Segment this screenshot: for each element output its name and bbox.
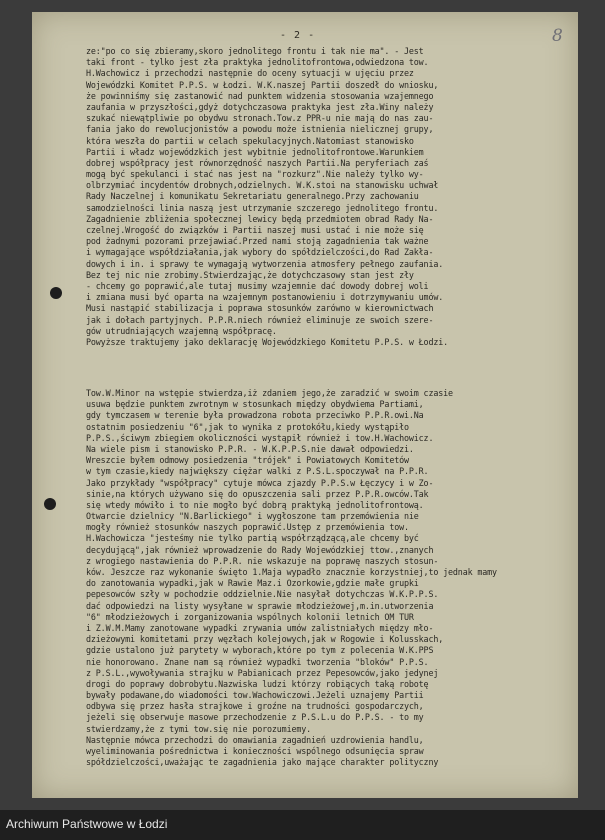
page-number: - 2 - [280,30,316,41]
text-line: czelnej.Wrogość do związków i Partii naszej musi ustać i nie może się [86,225,424,235]
text-line: ostatnim posiedzeniu "6",jak to wynika z protokółu,kiedy wystąpiło [86,421,409,432]
text-line: drogi do poprawy dobrobytu.Nazwiska ludzi którzy robiących taką robotę [86,678,429,689]
text-line: odbywa się przez hasła strajkowe i groźne na trudności gospodarczych, [86,701,424,712]
text-line: bywały podawane,do wiadomości tow.Wachowiczowi.Jeżeli uznajemy Partii [86,690,424,701]
punch-hole-bottom [44,498,56,510]
text-line: Następnie mówca przechodzi do omawiania zagadnień uzdrowienia handlu, [86,734,424,745]
text-line: ze:"po co się zbieramy,skoro jednolitego frontu i tak nie ma". - Jest [86,46,424,56]
document-page [32,12,578,798]
text-line: pod żadnymi pozorami przejawiać.Przed nami stoją zagadnienia tak ważne [86,236,429,247]
text-line: H.Wachowicz i przechodzi następnie do oceny sytuacji w ujęciu przez [86,68,414,79]
text-line: Jako przykłady "współpracy" cytuje mówca zjazdy P.P.S.w Łęczycy i w Zo- [86,477,434,488]
text-line: Na wiele pism i stanowisko P.P.R. - W.K.P.P.S.nie dawał odpowiedzi. [86,443,414,454]
text-line: mogły również stosunków naszych poprawić.Ustęp z przemówienia tow. [86,522,409,533]
paragraph-minor-statement [86,388,576,768]
archive-footer [0,810,605,840]
text-line: gów utrudniających wzajemną współpracę. [86,325,277,336]
text-line: i zmiana musi być oparta na wzajemnym postanowieniu i dotrzymywaniu umów. [86,292,444,303]
text-line: dzieżowymi komitetami przy węzłach kolejowych,jak w Rogowie i Kolusskach, [86,634,444,645]
text-line: dowych i in. i sprawy te wymagają wytworzenia atmosfery pełnego zaufania. [86,258,444,269]
text-line: nie honorowano. Znane nam są również wypadki tworzenia "bloków" P.P.S. [86,656,429,667]
text-line: fania jako do rewolucjonistów a powodu może istnienia nielicznej grupy, [86,124,434,135]
text-line: szukać niewątpliwie po obydwu stronach.Tow.z PPR-u nie mają do nas zau- [86,113,434,124]
text-line: do zanotowania wypadki,jak w Rawie Maz.i Ozorkowie,gdzie małe grupki [86,578,419,589]
text-line: taki front - tylko jest zła praktyka jednolitofrontowa,odwiedzona tow. [86,57,429,68]
text-line: decydującą",jak również wprowadzenie do Rady Wojewódzkiej ttow.,znanych [86,544,434,555]
text-line: i wymagające współdziałania,jak wybory do spółdzielczości,do Rad Zakła- [86,247,434,258]
text-line: sinie,na których używano się do opuszczenia sali przez P.P.R.owców.Tak [86,488,429,499]
text-line: Powyższe traktujemy jako deklarację Wojewódzkiego Komitetu P.P.S. w Łodzi. [86,336,449,347]
text-line: jeżeli się obserwuje masowe przechodzenie z P.S.L.u do P.P.S. - to my [86,712,424,723]
text-line: Musi nastąpić stabilizacja i poprawa stosunków zarówno w kierownictwach [86,303,434,314]
text-line: Wojewódzki Komitet P.P.S. w Łodzi. W.K.naszej Partii doszedł do wniosku, [86,79,439,90]
text-line: dać odpowiedzi na listy wysyłane w sprawie młodzieżowej,m.in.utworzenia [86,600,434,611]
text-line: pepesowców szły w pochodzie oddzielnie.Nie nasyłał dotychczas W.K.P.P.S. [86,589,439,600]
text-line: Rady Naczelnej i komunikatu Sekretariatu generalnego.Przy zachowaniu [86,191,419,202]
text-line: zaufania w przyszłości,gdyż dotychczasowa praktyka jest zła.Winy należy [86,101,434,112]
text-line: stwierdzamy,że z tymi tow.się nie porozumiemy. [86,723,312,734]
text-line: gdy tymczasem w terenie była prowadzona robota przeciwko P.P.R.owi.Na [86,410,424,421]
text-line: Wreszcie byłem odmowy posiedzenia "trójek" i Powiatowych Komitetów [86,455,409,466]
text-line: ków. Jeszcze raz wykonanie święto 1.Maja wypadło znacznie korzystniej,to jednak mamy [86,567,497,577]
archive-caption: Archiwum Państwowe w Łodzi [6,817,168,831]
text-line: gdzie ustalono już parytety w wyborach,które po tym z polecenia W.K.PPS [86,645,434,656]
text-line: Tow.W.Minor na wstępie stwierdza,iż zdaniem jego,że zaradzić w swoim czasie [86,388,453,398]
paragraph-wojewodzki-komitet [86,46,576,348]
text-line: olbrzymiać incydentów drobnych,odzielnych. W.K.stoi na stanowisku uchwał [86,180,439,191]
text-line: samodzielności linia naszą jest utrzymanie szczerego jednolitego frontu. [86,202,439,213]
text-line: która weszła do partii w celach spekulacyjnych.Natomiast stanowisko [86,135,414,146]
text-line: usuwa będzie punktem zwrotnym w stosunkach między obydwiema Partiami, [86,399,424,410]
text-line: z P.S.L.,wywoływania strajku w Pabianicach przez Pepesowców,jako jedynej [86,667,439,678]
text-line: P.P.S.,ściwym zbiegiem okoliczności wystąpił również i tow.H.Wachowicz. [86,432,434,443]
text-line: wyeliminowania pośrednictwa i konieczności wspólnego odsunięcia spraw [86,746,424,756]
text-line: jak i dołach partyjnych. P.P.R.niech również eliminuje ze swoich szere- [86,314,434,325]
punch-hole-top [50,287,62,299]
text-line: Zagadnienie zbliżenia społecznej lewicy będą przedmiotem obrad Rady Na- [86,213,434,224]
text-line: i Z.W.M.Mamy zanotowane wypadki zrywania umów zalistniałych między mło- [86,622,434,633]
text-line: dobrej współpracy jest równorzędność naszych Partii.Na peryferiach zaś [86,157,429,168]
text-line: "6" młodzieżowych i zorganizowania wspólnych kolonii letnich OM TUR [86,611,414,622]
text-line: mogą być spekulanci i stać nas jest na "rozkurz".Nie należy tylko wy- [86,169,424,180]
pencil-mark: 8 [552,26,563,46]
text-line: Otwarcie dzielnicy "N.Barlickiego" i wygłoszone tam przemówienia nie [86,511,419,522]
text-line: że powinniśmy się zastanowić nad punktem widzenia stosowania wzajemnego [86,90,434,101]
text-line: Bez tej nic nie zrobimy.Stwierdzając,że dotychczasowy stan jest zły [86,269,414,280]
text-line: - chcemy go poprawić,ale tutaj musimy wzajemnie dać dowody dobrej woli [86,280,429,291]
text-line: się wtedy mówiło i to nie mogło być dobrą praktyką jednolitofrontową. [86,499,424,510]
text-line: w tym czasie,kiedy największy ciężar walki z P.S.L.spoczywał na P.P.R. [86,466,429,477]
text-line: H.Wachowicza "jesteśmy nie tylko partią współrządzącą,ale chcemy być [86,533,419,544]
text-line: Partii i władz wojewódzkich jest wybitnie jednolitofrontowe.Warunkiem [86,146,424,157]
text-line: z wrogiego nastawienia do P.P.R. nie wskazuje na poprawę naszych stosun- [86,555,439,566]
text-line: spółdzielczości,uważając te zagadnienia jako mające charakter polityczny [86,757,439,768]
